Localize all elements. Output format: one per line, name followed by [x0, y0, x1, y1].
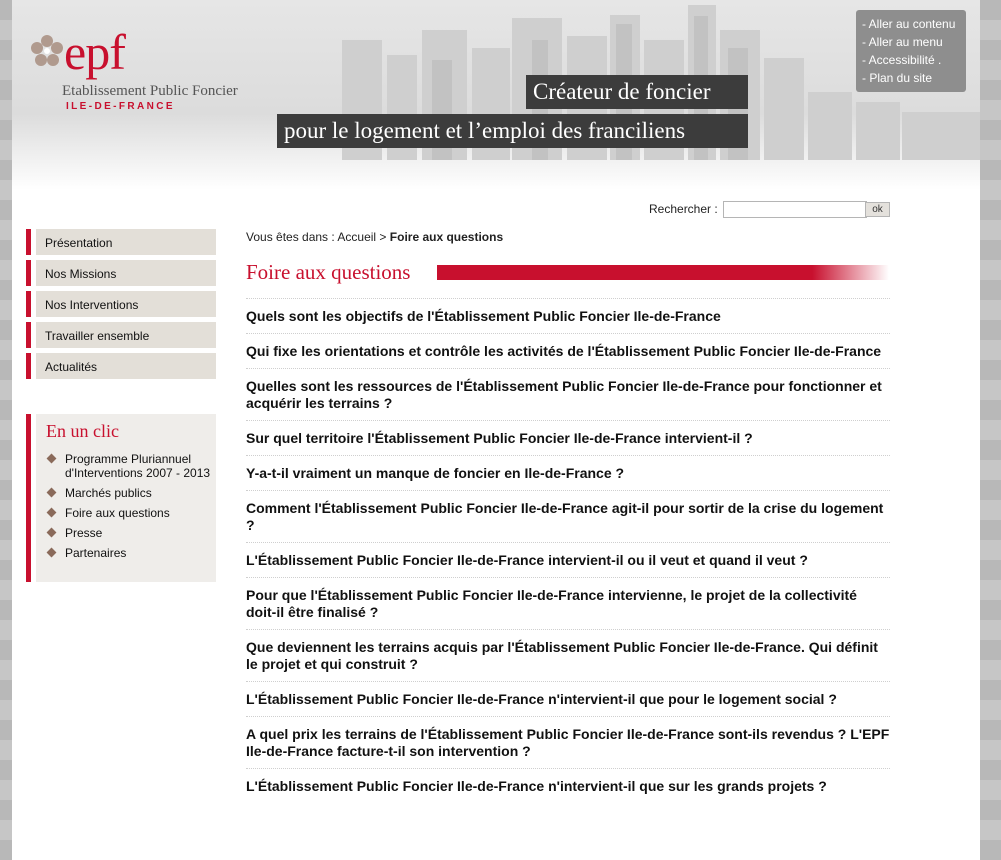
faq-question-link[interactable]: L'Établissement Public Foncier Ile-de-France intervient-il ou il veut et quand il veut ?	[246, 542, 890, 577]
faq-question-link[interactable]: Comment l'Établissement Public Foncier Ile-de-France agit-il pour sortir de la crise du logement ?	[246, 490, 890, 542]
skip-to-menu-link[interactable]: - Aller au menu	[862, 35, 943, 49]
nav-item-label: Nos Interventions	[45, 298, 139, 312]
header	[12, 0, 980, 190]
faq-question-link[interactable]: Pour que l'Établissement Public Foncier Ile-de-France intervienne, le projet de la collectivité doit-il être finalisé ?	[246, 577, 890, 629]
list-item[interactable]	[46, 486, 211, 500]
diamond-bullet-icon	[47, 548, 57, 558]
list-item-label: Foire aux questions	[65, 506, 170, 520]
title-decoration-bar	[437, 265, 889, 280]
nav-item-actualites[interactable]	[26, 353, 216, 379]
quick-links-box	[856, 10, 966, 92]
accessibility-link[interactable]: - Accessibilité .	[862, 53, 942, 67]
page-title: Foire aux questions	[246, 260, 411, 284]
faq-question-link[interactable]: Quels sont les objectifs de l'Établissement Public Foncier Ile-de-France	[246, 298, 890, 333]
search-label: Rechercher :	[649, 202, 718, 216]
breadcrumb-separator: >	[376, 230, 390, 244]
faq-question-link[interactable]: A quel prix les terrains de l'Établissement Public Foncier Ile-de-France sont-ils revendus ? L'EPF Ile-de-France facture-t-il son intervention ?	[246, 716, 890, 768]
nav-item-label: Travailler ensemble	[45, 329, 150, 343]
en-un-clic-box	[26, 414, 216, 582]
list-item-label: Partenaires	[65, 546, 127, 560]
tagline-line2: pour le logement et l’emploi des franciliens	[277, 114, 748, 148]
faq-question-link[interactable]: Quelles sont les ressources de l'Établissement Public Foncier Ile-de-France pour fonctionner et acquérir les terrains ?	[246, 368, 890, 420]
list-item-label: Presse	[65, 526, 103, 540]
main-navigation	[26, 229, 216, 384]
background-right-strip	[980, 0, 1001, 860]
list-item-label: Marchés publics	[65, 486, 152, 500]
list-item[interactable]	[46, 506, 211, 520]
breadcrumb-prefix: Vous êtes dans :	[246, 230, 338, 244]
nav-item-missions[interactable]	[26, 260, 216, 286]
list-item[interactable]	[46, 546, 211, 560]
diamond-bullet-icon	[47, 508, 57, 518]
diamond-bullet-icon	[47, 454, 57, 464]
nav-item-travailler-ensemble[interactable]	[26, 322, 216, 348]
flower-icon	[30, 34, 64, 68]
nav-item-label: Nos Missions	[45, 267, 117, 281]
faq-question-link[interactable]: Sur quel territoire l'Établissement Public Foncier Ile-de-France intervient-il ?	[246, 420, 890, 455]
en-un-clic-title: En un clic	[46, 421, 119, 441]
skip-to-content-link[interactable]: - Aller au contenu	[862, 17, 956, 31]
breadcrumb-home-link[interactable]: Accueil	[337, 230, 377, 244]
list-item[interactable]	[46, 526, 211, 540]
nav-item-label: Actualités	[45, 360, 98, 374]
list-item[interactable]	[46, 452, 211, 480]
tagline-line1: Créateur de foncier	[526, 75, 748, 109]
breadcrumb-current: Foire aux questions	[389, 230, 504, 244]
faq-question-link[interactable]: Que deviennent les terrains acquis par l'Établissement Public Foncier Ile-de-France. Qui définit le projet et qui construit ?	[246, 629, 890, 681]
faq-question-link[interactable]: L'Établissement Public Foncier Ile-de-France n'intervient-il que pour le logement social ?	[246, 681, 890, 716]
list-item-label: Programme Pluriannuel d'Interventions 2007 - 2013	[65, 452, 211, 480]
en-un-clic-list	[46, 452, 211, 566]
nav-item-presentation[interactable]	[26, 229, 216, 255]
background-left-strip	[0, 0, 12, 860]
faq-question-link[interactable]: Qui fixe les orientations et contrôle les activités de l'Établissement Public Foncier Ile-de-France	[246, 333, 890, 368]
logo-region: ILE-DE-FRANCE	[66, 101, 175, 112]
breadcrumb	[246, 230, 503, 244]
nav-item-label: Présentation	[45, 236, 113, 250]
faq-list	[246, 298, 890, 803]
diamond-bullet-icon	[47, 528, 57, 538]
sitemap-link[interactable]: - Plan du site	[862, 71, 933, 85]
search-submit-button[interactable]: ok	[865, 202, 890, 217]
diamond-bullet-icon	[47, 488, 57, 498]
logo-subtitle: Etablissement Public Foncier	[62, 83, 238, 99]
nav-item-interventions[interactable]	[26, 291, 216, 317]
logo-wordmark: epf	[64, 24, 125, 80]
faq-question-link[interactable]: Y-a-t-il vraiment un manque de foncier en Ile-de-France ?	[246, 455, 890, 490]
epf-logo[interactable]	[30, 24, 240, 115]
faq-question-link[interactable]: L'Établissement Public Foncier Ile-de-France n'intervient-il que sur les grands projets ?	[246, 768, 890, 803]
search-input[interactable]	[723, 201, 867, 218]
page	[12, 0, 980, 860]
